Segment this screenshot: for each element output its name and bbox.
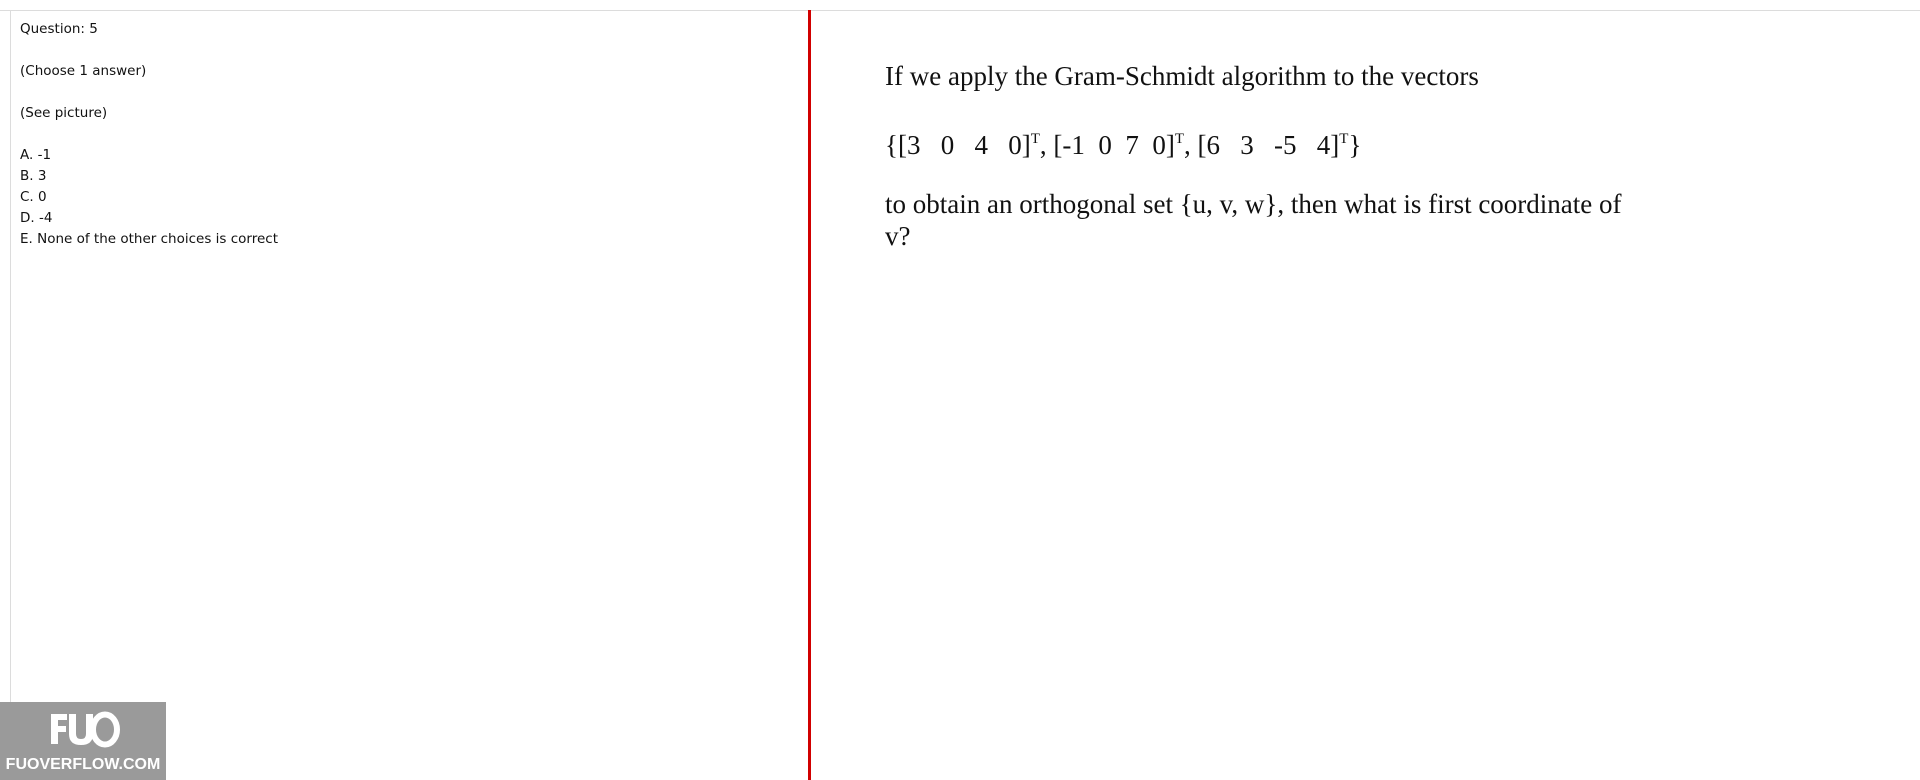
question-instruction: (Choose 1 answer): [20, 63, 147, 79]
question-number: Question: 5: [20, 21, 98, 37]
answer-option-d: D. -4: [20, 210, 53, 226]
see-picture-note: (See picture): [20, 105, 108, 121]
vector-separator-2: ,: [1184, 130, 1198, 160]
transpose-sup-1: T: [1030, 131, 1040, 147]
answer-option-e: E. None of the other choices is correct: [20, 231, 279, 247]
vector-3: [6 3 -5 4]: [1197, 130, 1340, 160]
watermark-site-text: FUOVERFLOW.COM: [5, 756, 161, 773]
vector-1: [3 0 4 0]: [897, 130, 1031, 160]
answer-option-a: A. -1: [20, 147, 52, 163]
fuo-logo-icon: [47, 710, 121, 748]
set-open-brace: {: [885, 130, 898, 160]
question-stem-line2: to obtain an orthogonal set {u, v, w}, then what is first coordinate of v?: [885, 189, 1622, 251]
fuoverflow-watermark: [0, 702, 166, 780]
answer-option-b: B. 3: [20, 168, 47, 184]
vector-set: [885, 123, 1361, 161]
vector-2: [-1 0 7 0]: [1053, 130, 1175, 160]
question-stem-line1: If we apply the Gram-Schmidt algorithm to the vectors: [885, 61, 1479, 91]
question-picture: [811, 11, 1920, 780]
transpose-sup-2: T: [1174, 131, 1185, 147]
transpose-sup-3: T: [1339, 131, 1349, 147]
vector-separator-1: ,: [1039, 130, 1054, 160]
answer-option-c: C. 0: [20, 189, 47, 205]
question-panel: [11, 11, 808, 780]
set-close-brace: }: [1348, 130, 1362, 160]
